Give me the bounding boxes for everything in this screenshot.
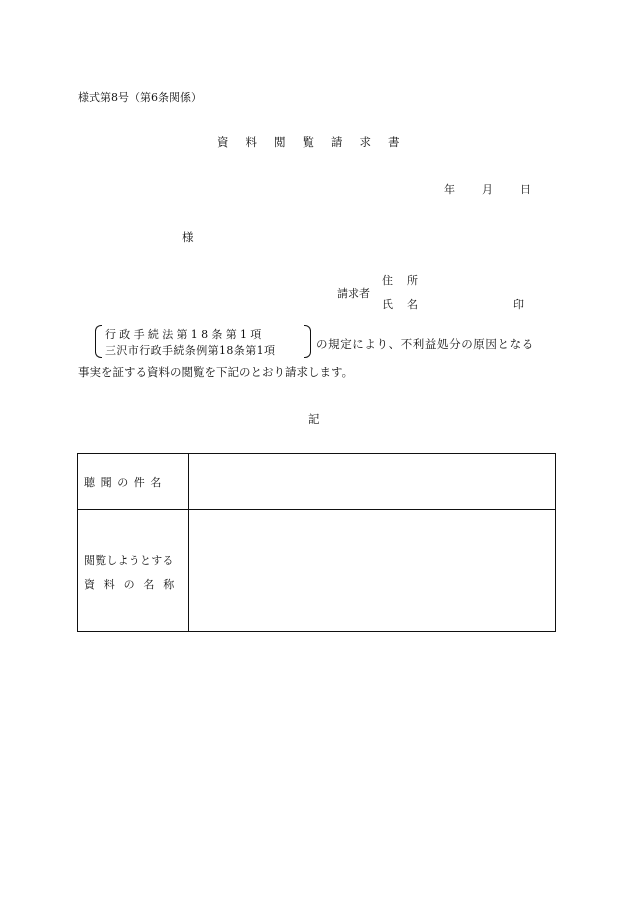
- title-char: 覧: [302, 135, 314, 149]
- title-char: 求: [359, 135, 371, 149]
- row-divider: [78, 509, 555, 510]
- address-label-char: 住: [382, 274, 393, 287]
- documents-label-line-1: 閲覧しようとする: [84, 554, 174, 567]
- documents-name-field[interactable]: [190, 511, 553, 630]
- document-title: [217, 134, 417, 150]
- law-bracket: [95, 325, 311, 358]
- documents-label-line-2: 資料の名称: [84, 578, 183, 591]
- form-number: 様式第8号（第6条関係）: [78, 91, 202, 104]
- hearing-subject-field[interactable]: [190, 455, 553, 508]
- body-text-line-2: 事実を証する資料の閲覧を下記のとおり請求します。: [78, 365, 354, 379]
- address-label-char: 所: [407, 274, 418, 287]
- title-char: 料: [245, 135, 257, 149]
- addressee-suffix: 様: [182, 230, 194, 244]
- requester-label: 請求者: [337, 287, 370, 300]
- column-divider: [188, 454, 189, 631]
- law-reference-1: 行政手続法第18条第1項: [105, 328, 265, 341]
- request-table: [77, 453, 556, 632]
- date-month: 月: [482, 183, 493, 196]
- name-label-char: 氏: [382, 298, 393, 311]
- date-day: 日: [520, 183, 531, 196]
- seal-mark: 印: [513, 298, 524, 311]
- left-bracket: [95, 325, 102, 358]
- date-year: 年: [444, 183, 455, 196]
- address-label: [382, 272, 418, 288]
- hearing-subject-label: 聴聞の件名: [84, 476, 167, 489]
- name-label: [382, 296, 418, 312]
- law-reference-2: 三沢市行政手続条例第18条第1項: [105, 344, 276, 357]
- title-char: 閲: [274, 135, 286, 149]
- date-line: [444, 181, 531, 197]
- body-text-line-1: の規定により、不利益処分の原因となる: [316, 337, 534, 351]
- name-label-char: 名: [407, 298, 418, 311]
- title-char: 資: [217, 135, 229, 149]
- right-bracket: [304, 325, 311, 358]
- title-char: 請: [331, 135, 343, 149]
- title-char: 書: [388, 135, 400, 149]
- ki-heading: 記: [308, 412, 320, 426]
